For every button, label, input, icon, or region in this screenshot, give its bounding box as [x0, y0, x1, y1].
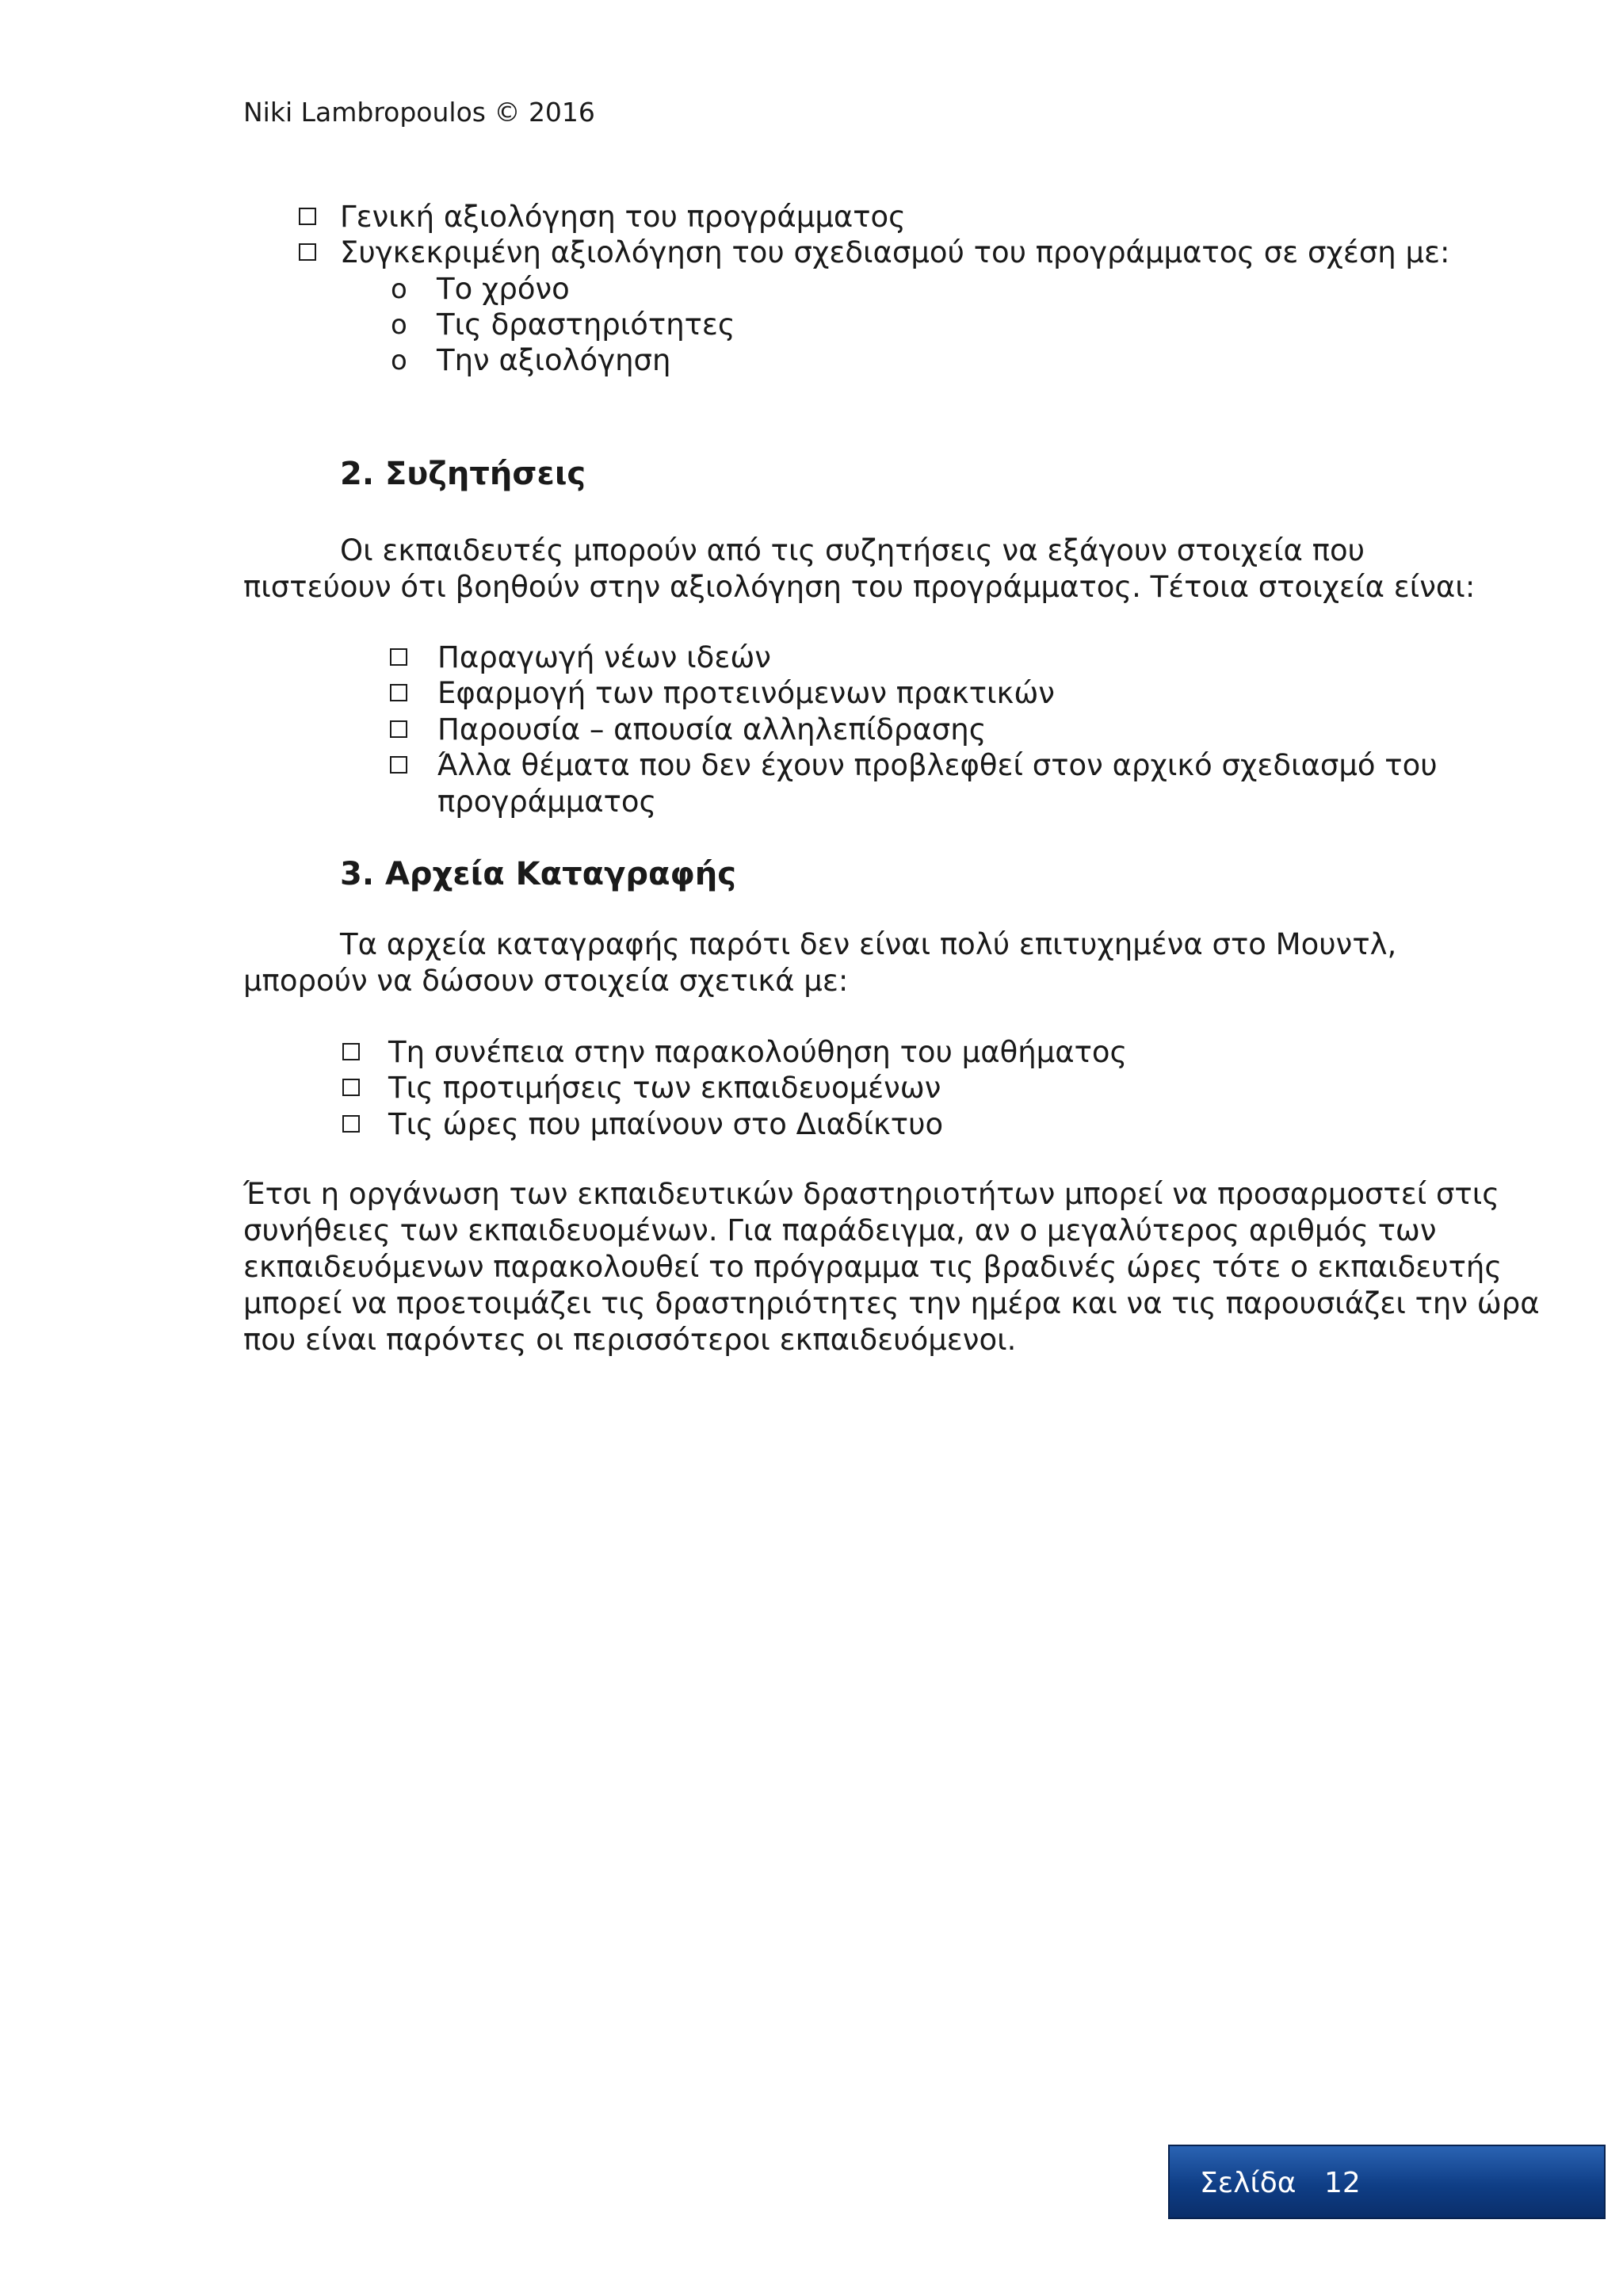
list-item [342, 1107, 944, 1141]
list-item-text: Γενική αξιολόγηση του προγράμματος [340, 200, 906, 234]
sub-list-item [391, 308, 735, 342]
checkbox-icon [390, 756, 407, 774]
checkbox-icon [299, 208, 316, 225]
list-item-text: Συγκεκριμένη αξιολόγηση του σχεδιασμού του προγράμματος σε σχέση με: [340, 235, 1450, 269]
checkbox-icon [390, 648, 407, 666]
sub-bullet: o [391, 345, 407, 376]
list-item [390, 640, 771, 674]
checkbox-icon [390, 720, 407, 738]
list-item-text: Άλλα θέματα που δεν έχουν προβλεφθεί στον αρχικό σχεδιασμό του [437, 748, 1438, 782]
sub-list-item [391, 343, 671, 377]
list-item [342, 1037, 1127, 1067]
list-item-text: Εφαρμογή των προτεινόμενων πρακτικών [437, 676, 1055, 710]
checkbox-icon [342, 1079, 360, 1096]
list-item-continuation: προγράμματος [437, 785, 657, 819]
paragraph-line: εκπαιδευόμενων παρακολουθεί το πρόγραμμα τις βραδινές ώρες τότε ο εκπαιδευτής [243, 1250, 1503, 1284]
list-item [390, 748, 1438, 782]
paragraph-line: Οι εκπαιδευτές μπορούν από τις συζητήσεις να εξάγουν στοιχεία που [340, 533, 1365, 567]
list-item-text: Τη συνέπεια στην παρακολούθηση του μαθήματος [388, 1035, 1128, 1069]
paragraph-line: πιστεύουν ότι βοηθούν στην αξιολόγηση του προγράμματος. Τέτοια στοιχεία είναι: [243, 570, 1476, 604]
list-item [342, 1071, 941, 1105]
paragraph-line: που είναι παρόντες οι περισσότεροι εκπαιδευόμενοι. [243, 1323, 1017, 1357]
list-item-text: Παραγωγή νέων ιδεών [437, 640, 771, 674]
closing-paragraph [243, 1176, 1540, 1358]
list-item [299, 235, 1450, 269]
sub-list-item-text: Το χρόνο [437, 272, 570, 306]
paragraph-line: Έτσι η οργάνωση των εκπαιδευτικών δραστηριοτήτων μπορεί να προσαρμοστεί στις [243, 1177, 1499, 1211]
paragraph-line: μπορούν να δώσουν στοιχεία σχετικά με: [243, 964, 849, 998]
paragraph-line: συνήθειες των εκπαιδευομένων. Για παράδειγμα, αν ο μεγαλύτερος αριθμός των [243, 1213, 1437, 1247]
sub-list-item-text: Την αξιολόγηση [437, 343, 671, 377]
sub-list-item [391, 274, 570, 304]
list-item [390, 678, 1055, 708]
checkbox-icon [342, 1043, 360, 1060]
list-item-text: Τις ώρες που μπαίνουν στο Διαδίκτυο [388, 1107, 944, 1141]
list-item [299, 200, 906, 234]
sub-bullet: o [391, 309, 407, 341]
sub-list-item-text: Τις δραστηριότητες [437, 308, 735, 342]
paragraph [243, 926, 1397, 999]
sub-bullet: o [391, 273, 407, 305]
page-number-badge [1168, 2145, 1606, 2219]
page-header: Niki Lambropoulos © 2016 [243, 97, 595, 128]
page-label: Σελίδα [1200, 2167, 1296, 2199]
list-item-text: Τις προτιμήσεις των εκπαιδευομένων [388, 1071, 941, 1105]
list-item [390, 712, 987, 747]
checkbox-icon [342, 1115, 360, 1133]
list-item-text: Παρουσία – απουσία αλληλεπίδρασης [437, 712, 987, 747]
checkbox-icon [299, 243, 316, 261]
checkbox-icon [390, 684, 407, 701]
page-number: 12 [1324, 2167, 1361, 2199]
section-heading: 3. Αρχεία Καταγραφής [340, 856, 736, 892]
paragraph-line: μπορεί να προετοιμάζει τις δραστηριότητες την ημέρα και να τις παρουσιάζει την ώρα [243, 1286, 1540, 1320]
paragraph-line: Τα αρχεία καταγραφής παρότι δεν είναι πολύ επιτυχημένα στο Μουντλ, [340, 927, 1397, 961]
section-heading: 2. Συζητήσεις [340, 456, 586, 492]
